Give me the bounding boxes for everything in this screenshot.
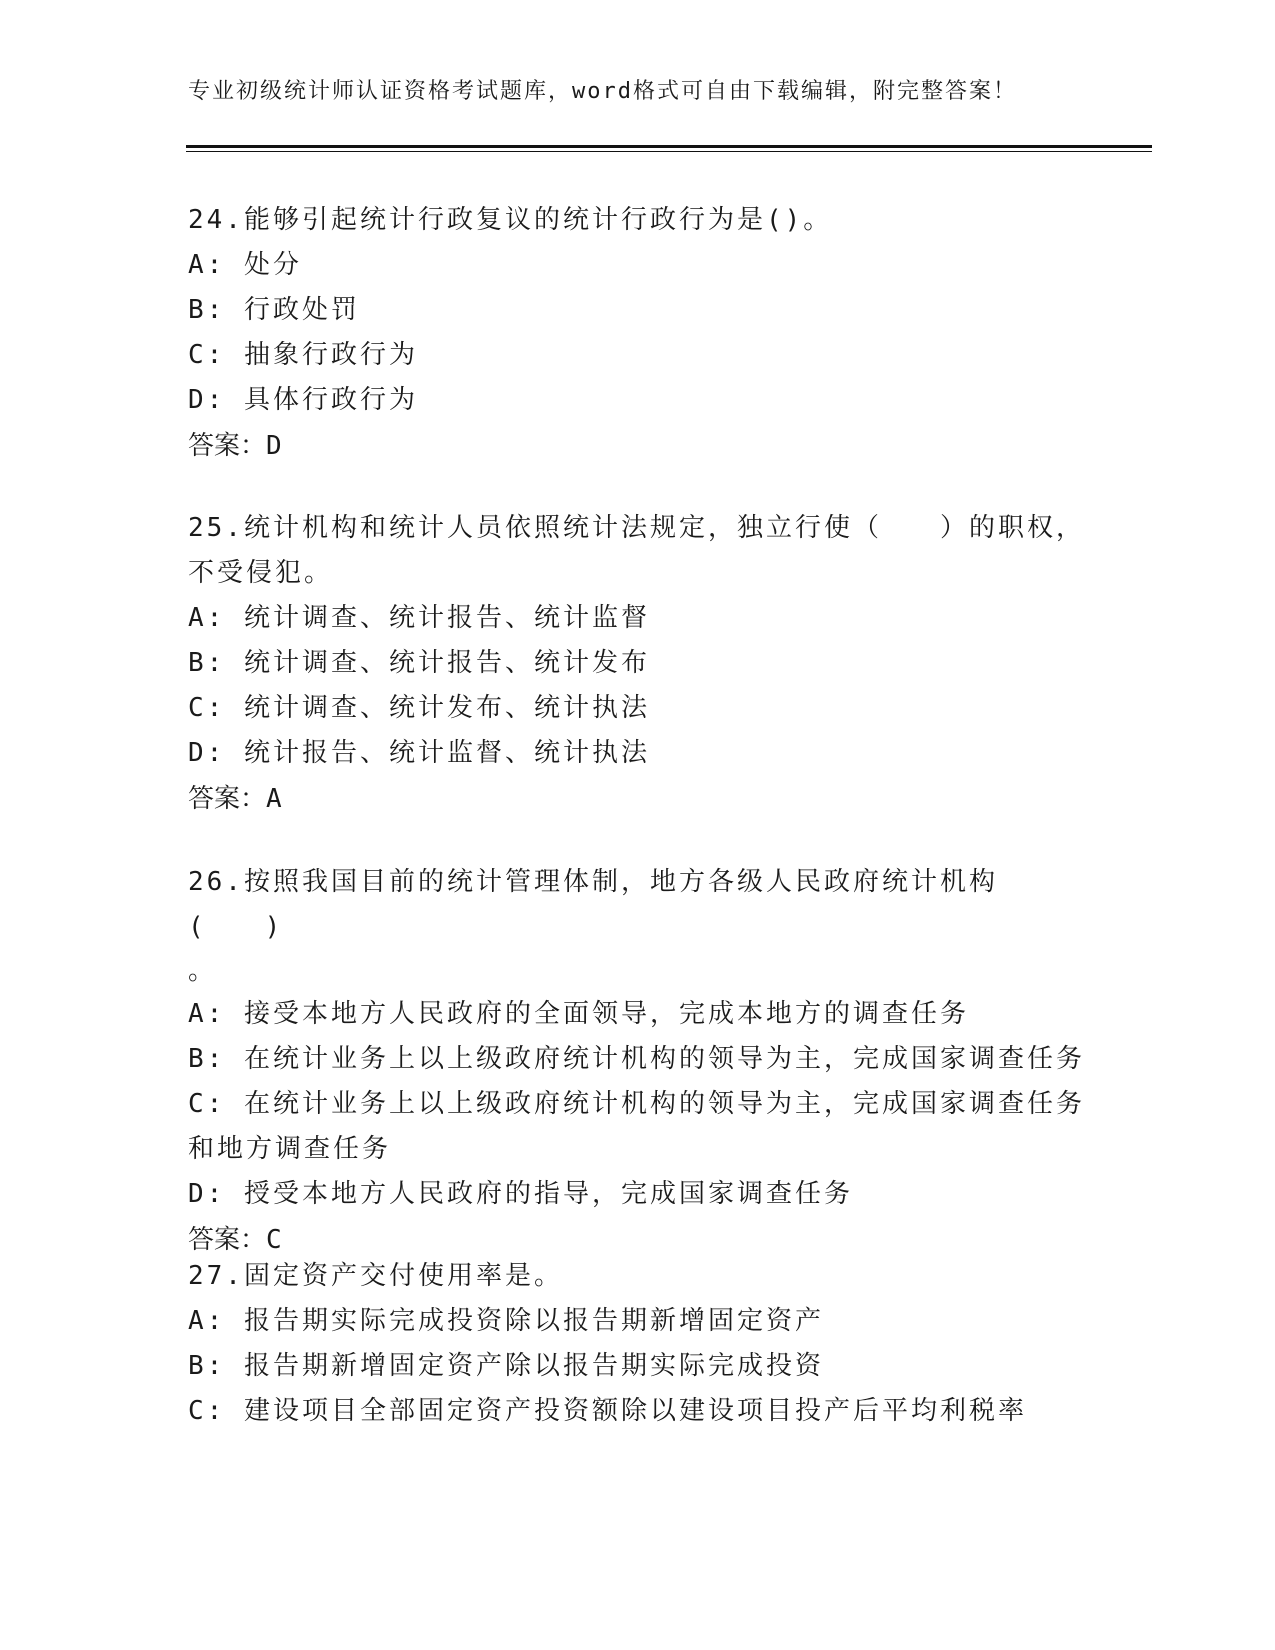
question-27 [188, 1254, 1088, 1434]
header-rule-thick [186, 145, 1152, 148]
answer-value: A [266, 784, 282, 814]
option-text: 在统计业务上以上级政府统计机构的领导为主，完成国家调查任务 [243, 1089, 1085, 1119]
option-a [188, 1299, 1088, 1344]
option-text: 统计调查、统计报告、统计监督 [243, 603, 650, 633]
option-label: B: [188, 295, 226, 325]
option-c [188, 686, 1088, 731]
header-rule-thin [186, 151, 1152, 152]
option-label: C: [188, 1089, 226, 1119]
question-stem-line-1: 26.按照我国目前的统计管理体制，地方各级人民政府统计机构( ) [188, 867, 998, 942]
option-c [188, 333, 1088, 378]
option-d [188, 378, 1088, 423]
answer-prefix: 答案： [188, 431, 267, 461]
answer-prefix: 答案： [188, 784, 267, 814]
option-b [188, 288, 1088, 333]
option-text: 报告期新增固定资产除以报告期实际完成投资 [243, 1351, 824, 1381]
option-label: B: [188, 648, 226, 678]
answer-line [188, 776, 1088, 822]
option-c [188, 1082, 1088, 1127]
option-c-continuation: 和地方调查任务 [188, 1134, 392, 1164]
option-text: 报告期实际完成投资除以报告期新增固定资产 [243, 1306, 824, 1336]
question-stem: 27.固定资产交付使用率是。 [188, 1261, 563, 1291]
option-a [188, 992, 1088, 1037]
option-text: 统计调查、统计发布、统计执法 [243, 693, 650, 723]
option-text: 统计报告、统计监督、统计执法 [243, 738, 650, 768]
option-label: A: [188, 1306, 226, 1336]
header-text: 专业初级统计师认证资格考试题库，word格式可自由下载编辑，附完整答案！ [188, 79, 1017, 104]
option-text: 接受本地方人民政府的全面领导，完成本地方的调查任务 [243, 999, 969, 1029]
question-stem-line-2: 不受侵犯。 [188, 558, 334, 588]
option-label: B: [188, 1351, 226, 1381]
option-b [188, 1344, 1088, 1389]
option-c [188, 1389, 1088, 1434]
option-text: 建设项目全部固定资产投资额除以建设项目投产后平均利税率 [243, 1396, 1027, 1426]
option-label: A: [188, 603, 226, 633]
question-stem: 24.能够引起统计行政复议的统计行政行为是()。 [188, 205, 833, 235]
option-text: 在统计业务上以上级政府统计机构的领导为主，完成国家调查任务 [243, 1044, 1085, 1074]
question-25 [188, 506, 1088, 822]
option-d [188, 731, 1088, 776]
option-text: 抽象行政行为 [243, 340, 418, 370]
option-b [188, 1037, 1088, 1082]
option-text: 统计调查、统计报告、统计发布 [243, 648, 650, 678]
option-label: B: [188, 1044, 226, 1074]
answer-prefix: 答案： [188, 1225, 267, 1255]
answer-line [188, 423, 1088, 469]
option-label: D: [188, 738, 226, 768]
answer-value: D [266, 431, 282, 461]
option-label: A: [188, 250, 226, 280]
option-text: 行政处罚 [243, 295, 360, 325]
question-stem-line-1: 25.统计机构和统计人员依照统计法规定，独立行使（ ）的职权， [188, 513, 1085, 543]
option-label: C: [188, 1396, 226, 1426]
answer-value: C [266, 1225, 282, 1255]
option-a [188, 596, 1088, 641]
option-text: 具体行政行为 [243, 385, 418, 415]
option-label: C: [188, 340, 226, 370]
question-24 [188, 198, 1088, 469]
question-26 [188, 860, 1088, 1263]
option-text: 处分 [243, 250, 302, 280]
option-label: D: [188, 385, 226, 415]
option-label: D: [188, 1179, 226, 1209]
option-label: A: [188, 999, 226, 1029]
option-label: C: [188, 693, 226, 723]
option-text: 授受本地方人民政府的指导，完成国家调查任务 [243, 1179, 853, 1209]
option-b [188, 641, 1088, 686]
question-stem-line-2: 。 [188, 956, 218, 986]
option-d [188, 1172, 1088, 1217]
option-a [188, 243, 1088, 288]
